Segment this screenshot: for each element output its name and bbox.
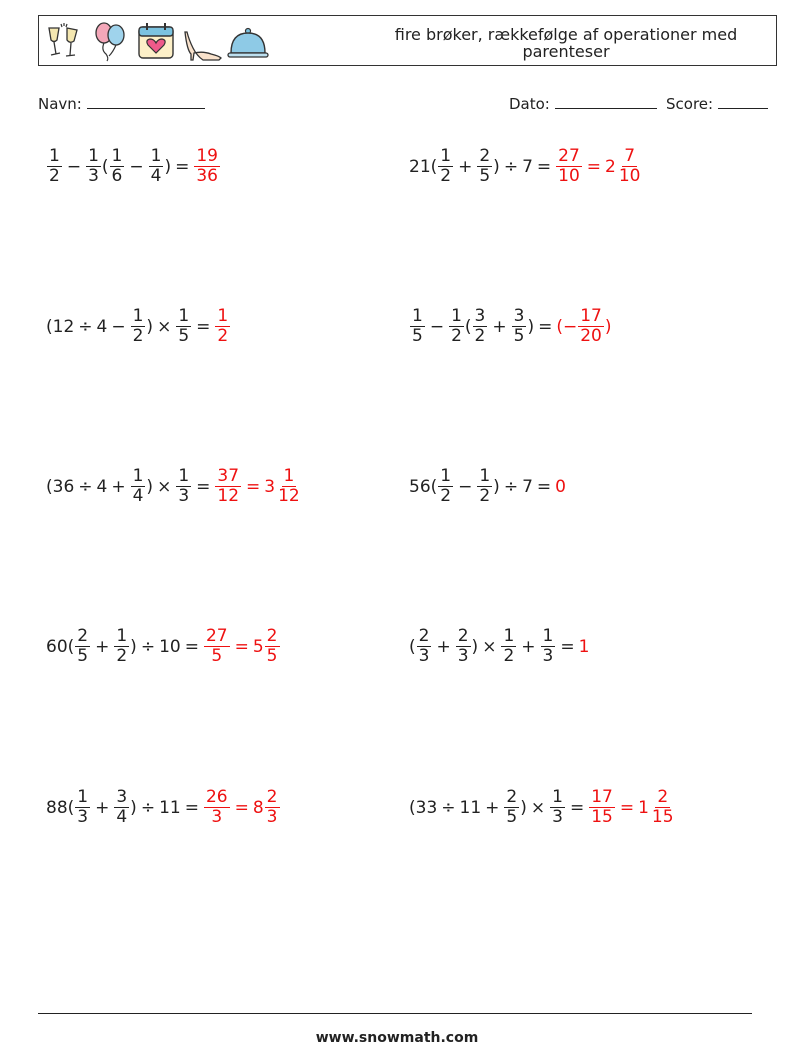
answer-4: (− $\frac{17}{20}$ ): [556, 306, 612, 346]
name-label: Navn:: [38, 95, 82, 113]
problem-8: ( $\frac{2}{3}$ + $\frac{2}{3}$ ) × $\frac{1}{2}$ + $\frac{1}{3}$ = 1: [409, 626, 590, 666]
name-line: [87, 94, 205, 109]
problem-10: (33 ÷ 11 + $\frac{2}{5}$ ) × $\frac{1}{3}$ = $\frac{17}{15}$ = 1 $\frac{2}{15}$: [409, 788, 677, 827]
answer-7: $\frac{27}{5}$ = 5 $\frac{2}{5}$: [205, 626, 278, 666]
high-heel-shoe-icon: [181, 20, 223, 62]
problem-1: $\frac{1}{2}$ − $\frac{1}{3}$ ( $\frac{1}{6}$ − $\frac{1}{4}$ ) = $\frac{19}{36}$: [46, 147, 221, 186]
date-field[interactable]: [509, 94, 657, 113]
balloons-icon: [89, 20, 131, 62]
score-line: [718, 94, 768, 109]
problem-2: 21( $\frac{1}{2}$ + $\frac{2}{5}$ ) ÷ 7 = $\frac{27}{10}$ = 2 $\frac{7}{10}$: [409, 147, 644, 186]
problem-5: (36 ÷ 4 + $\frac{1}{4}$ ) × $\frac{1}{3}$ = $\frac{37}{12}$ = 3 $\frac{1}{12}$: [46, 467, 303, 506]
answer-5: $\frac{37}{12}$ = 3 $\frac{1}{12}$: [217, 466, 300, 506]
footer-url[interactable]: www.snowmath.com: [315, 1030, 479, 1046]
score-field[interactable]: [666, 94, 768, 113]
problem-3: (12 ÷ 4 − $\frac{1}{2}$ ) × $\frac{1}{5}$ = $\frac{1}{2}$: [46, 307, 231, 346]
score-label: Score:: [666, 95, 714, 113]
problem-7: 60( $\frac{2}{5}$ + $\frac{1}{2}$ ) ÷ 10 = $\frac{27}{5}$ = 5 $\frac{2}{5}$: [46, 627, 281, 666]
problem-6: 56( $\frac{1}{2}$ − $\frac{1}{2}$ ) ÷ 7 = 0: [409, 466, 566, 506]
calendar-heart-icon: [135, 20, 177, 62]
answer-8: 1: [578, 636, 590, 657]
answer-10: $\frac{17}{15}$ = 1 $\frac{2}{15}$: [591, 787, 674, 827]
champagne-glasses-icon: [43, 20, 85, 62]
header-icons: [43, 20, 269, 62]
date-line: [555, 94, 657, 109]
answer-9: $\frac{26}{3}$ = 8 $\frac{2}{3}$: [205, 787, 278, 827]
worksheet-header: [38, 15, 777, 66]
name-field[interactable]: [38, 94, 205, 113]
answer-1: $\frac{19}{36}$: [196, 146, 218, 186]
footer-divider: [38, 1013, 752, 1014]
date-label: Dato:: [509, 95, 550, 113]
problem-4: $\frac{1}{5}$ − $\frac{1}{2}$ ( $\frac{3}{2}$ + $\frac{3}{5}$ ) = (− $\frac{17}{20}$ ): [412, 306, 612, 346]
worksheet-title: fire brøker, rækkefølge af operationer med parenteser: [394, 25, 738, 61]
problem-9: 88( $\frac{1}{3}$ + $\frac{3}{4}$ ) ÷ 11 = $\frac{26}{3}$ = 8 $\frac{2}{3}$: [46, 788, 281, 827]
cloche-icon: [227, 20, 269, 62]
answer-3: $\frac{1}{2}$: [217, 306, 229, 346]
answer-6: 0: [555, 476, 566, 497]
answer-2: $\frac{27}{10}$ = 2 $\frac{7}{10}$: [558, 146, 641, 186]
